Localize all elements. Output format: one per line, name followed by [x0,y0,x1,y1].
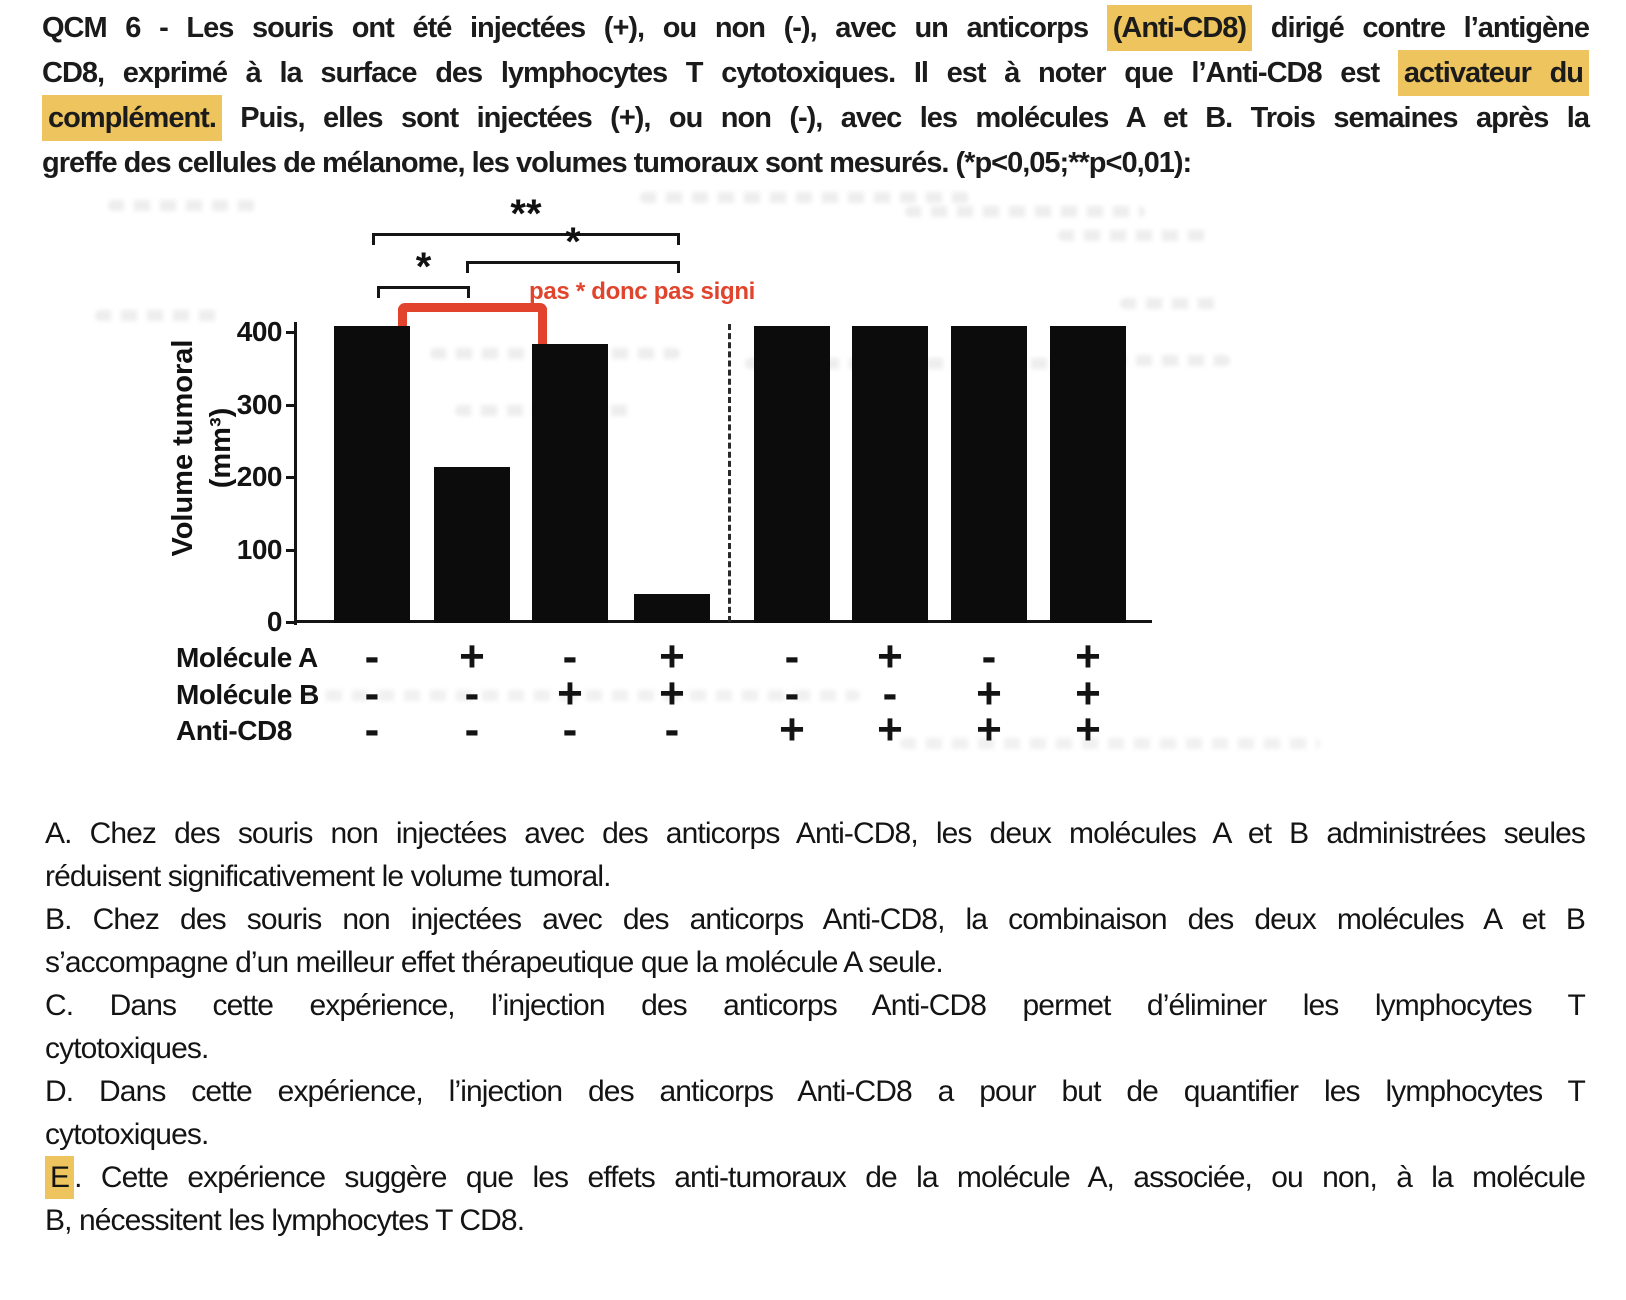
question-text-segment: CD8, exprimé à la surface des lymphocytes T cytotoxiques. Il est à noter que l’Anti-CD8 est [42,57,1398,89]
condition-sign: - [562,632,578,681]
option-e-text: . Cette expérience suggère que les effets anti-tumoraux de la molécule A, associée, ou non, à la molécule [74,1161,1585,1194]
hand-drawn-bracket [398,303,547,312]
option-c-line [45,984,1585,1027]
scan-bleed-artifact [905,206,1145,217]
option-e-text: B, nécessitent les lymphocytes T CD8. [45,1204,525,1237]
y-tick [286,476,297,479]
condition-sign: - [464,705,480,754]
highlighted-complement: complément. [42,95,222,141]
option-b-text: B. Chez des souris non injectées avec des anticorps Anti-CD8, la combinaison des deux molécules A et B [45,903,1585,936]
hand-annotation: pas * donc pas signi [529,278,756,305]
scan-bleed-artifact [1110,355,1230,366]
option-c-text: cytotoxiques. [45,1032,209,1065]
condition-sign: + [877,632,903,681]
bar-2 [434,467,510,623]
y-tick [286,331,297,334]
condition-sign: + [659,632,685,681]
question-text-segment: QCM 6 - Les souris ont été injectées (+), ou non (-), avec un anticorps [42,12,1107,44]
significance-label: ** [510,192,542,236]
option-b-line [45,898,1585,941]
option-b-line [45,941,1585,984]
bar-3 [532,344,608,623]
condition-row-label-1: Molécule A [176,642,318,673]
option-d-line [45,1113,1585,1156]
condition-sign: - [464,669,480,718]
option-a-line [45,812,1585,855]
condition-sign: + [1075,632,1101,681]
option-c-text: C. Dans cette expérience, l’injection des anticorps Anti-CD8 permet d’éliminer les lymphocytes T [45,989,1585,1022]
condition-sign: + [976,669,1002,718]
option-a-text: réduisent significativement le volume tumoral. [45,860,611,893]
scan-bleed-artifact [1058,230,1208,241]
condition-sign: - [364,705,380,754]
y-axis-title: Volume tumoral (mm³) [167,339,237,557]
significance-label: * [565,220,581,264]
condition-sign: + [659,669,685,718]
highlighted-anti-cd8: (Anti-CD8) [1107,5,1252,51]
option-c-line [45,1027,1585,1070]
y-axis-line [294,322,297,625]
y-tick [286,549,297,552]
scan-bleed-artifact [640,192,970,203]
bar-4 [634,594,710,623]
option-e-line [45,1199,1585,1242]
question-text-segment: greffe des cellules de mélanome, les volumes tumoraux sont mesurés. (*p<0,05;**p<0,01): [42,147,1192,179]
condition-sign: + [1075,669,1101,718]
scan-bleed-artifact [108,200,258,211]
question-line [42,141,1589,186]
group-separator-line [728,324,731,622]
condition-sign: + [877,705,903,754]
y-tick-label: 100 [236,534,282,565]
condition-sign: - [364,669,380,718]
condition-row-label-3: Anti-CD8 [176,715,292,746]
question-line [42,6,1589,51]
y-tick-label: 300 [236,389,282,420]
condition-sign: + [459,632,485,681]
y-tick [286,621,297,624]
answer-options [45,812,1585,1242]
condition-sign: - [562,705,578,754]
question-text-segment: dirigé contre l’antigène [1252,12,1589,44]
y-tick-label: 0 [266,606,282,637]
figure-canvas [0,190,1626,785]
highlighted-option-letter-e: E [45,1156,74,1199]
option-e-line [45,1156,1585,1199]
condition-sign: + [779,705,805,754]
scan-bleed-artifact [1120,298,1220,309]
question-text-segment: Puis, elles sont injectées (+), ou non (-), avec les molécules A et B. Trois semaines après la [221,102,1589,134]
question-block [42,6,1589,186]
condition-sign: - [784,669,800,718]
condition-sign: - [364,632,380,681]
option-d-text: cytotoxiques. [45,1118,209,1151]
condition-sign: - [981,632,997,681]
condition-sign: - [664,705,680,754]
option-d-text: D. Dans cette expérience, l’injection des anticorps Anti-CD8 a pour but de quantifier les lymphocytes T [45,1075,1585,1108]
condition-sign: - [784,632,800,681]
significance-label: * [415,245,432,289]
y-tick [286,404,297,407]
condition-sign: + [1075,705,1101,754]
option-d-line [45,1070,1585,1113]
condition-sign: - [882,669,898,718]
bar-1 [334,326,410,623]
bar-8 [1050,326,1126,623]
question-line [42,96,1589,141]
y-tick-label: 400 [236,316,282,347]
condition-sign: + [557,669,583,718]
option-b-text: s’accompagne d’un meilleur effet thérapeutique que la molécule A seule. [45,946,943,979]
bar-5 [754,326,830,623]
question-line [42,51,1589,96]
condition-sign: + [976,705,1002,754]
option-a-text: A. Chez des souris non injectées avec des anticorps Anti-CD8, les deux molécules A et B administrées seules [45,817,1585,850]
option-a-line [45,855,1585,898]
condition-row-label-2: Molécule B [176,679,319,710]
bar-6 [852,326,928,623]
y-tick-label: 200 [236,461,282,492]
highlighted-activateur: activateur du [1398,50,1589,96]
bar-7 [951,326,1027,623]
